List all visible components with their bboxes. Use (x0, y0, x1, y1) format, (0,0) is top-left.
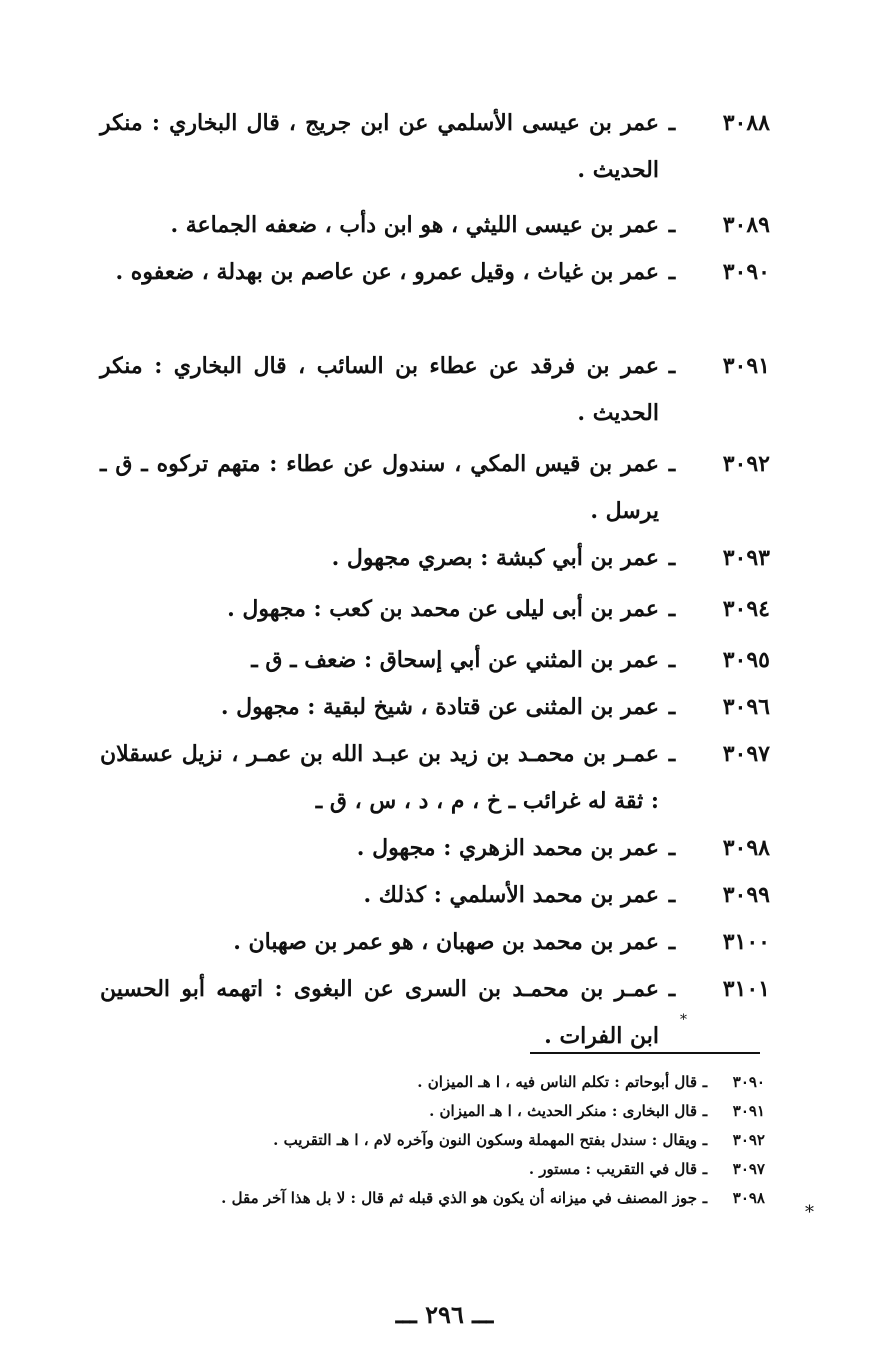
entry-3101 (100, 966, 770, 1060)
footnote-number: ٣٠٩٠ (732, 1073, 765, 1091)
footnote-3092 (140, 1126, 765, 1155)
footnote-dash: ـ (702, 1160, 708, 1178)
footnote-dash: ـ (702, 1189, 708, 1207)
entry-3089 (100, 202, 770, 249)
footnote-number: ٣٠٩١ (732, 1102, 765, 1120)
entry-3088 (100, 100, 770, 194)
footnote-dash: ـ (702, 1102, 708, 1120)
entry-3100 (100, 919, 770, 966)
footnote-3090 (140, 1068, 765, 1097)
entry-text: عمـر بن محمـد بن زيد بن عبـد الله بن عمـر ، نزيل عسقلان : ثقة له غرائب ـ خ ، م ، د ، س ، ق ـ (100, 741, 659, 814)
entry-dash: ـ (668, 596, 676, 622)
entry-number: ٣٠٩٠ (722, 259, 770, 285)
entry-dash: ـ (668, 694, 676, 720)
footnote-text: قال البخارى : منكر الحديث ، ا هـ الميزان . (429, 1102, 697, 1120)
entry-number: ٣٠٨٩ (722, 212, 770, 238)
entry-3096 (100, 684, 770, 731)
entry-number: ٣١٠١ (722, 976, 770, 1002)
entries-list (100, 100, 770, 1060)
entry-text: عمر بن محمد الزهري : مجهول . (356, 835, 659, 861)
entry-number: ٣٠٩٢ (722, 451, 770, 477)
entry-number: ٣٠٩٧ (722, 741, 770, 767)
footnote-text: جوز المصنف في ميزانه أن يكون هو الذي قبله ثم قال : لا بل هذا آخر مقل . (221, 1189, 697, 1207)
entry-text: عمر بن محمد بن صهبان ، هو عمر بن صهبان . (233, 929, 659, 955)
entry-dash: ـ (668, 110, 676, 136)
asterisk-mark: * (680, 1012, 687, 1028)
page-number: ـــ ٢٩٦ ـــ (395, 1300, 494, 1329)
entry-3093 (100, 535, 770, 582)
footnote-3097 (140, 1155, 765, 1184)
footnotes (140, 1068, 765, 1213)
footnote-text: قال أبوحاتم : تكلم الناس فيه ، ا هـ الميزان . (417, 1073, 697, 1091)
footnote-number: ٣٠٩٢ (732, 1131, 765, 1149)
entry-3094 (100, 586, 770, 633)
footnote-dash: ـ (702, 1073, 708, 1091)
footnote-dash: ـ (702, 1131, 708, 1149)
entry-text: عمر بن غياث ، وقيل عمرو ، عن عاصم بن بهدلة ، ضعفوه . (115, 259, 659, 285)
entry-dash: ـ (668, 259, 676, 285)
entry-3090 (100, 249, 770, 343)
entry-dash: ـ (668, 929, 676, 955)
entry-number: ٣٠٩٥ (722, 647, 770, 673)
entry-dash: ـ (668, 835, 676, 861)
entry-3095 (100, 637, 770, 684)
entry-text: عمر بن قيس المكي ، سندول عن عطاء : متهم تركوه ـ ق ـ يرسل . (100, 451, 659, 524)
entry-text: عمـر بن محمـد بن السرى عن البغوى : اتهمه أبو الحسين ابن الفرات . (100, 976, 659, 1049)
entry-dash: ـ (668, 545, 676, 571)
asterisk-mark-footnote: * (805, 1202, 814, 1223)
entry-dash: ـ (668, 353, 676, 379)
entry-number: ٣٠٩٨ (722, 835, 770, 861)
footnote-3091 (140, 1097, 765, 1126)
entry-3099 (100, 872, 770, 919)
entry-number: ٣٠٩٣ (722, 545, 770, 571)
entry-3097 (100, 731, 770, 825)
entry-3091 (100, 343, 770, 437)
footnote-number: ٣٠٩٨ (732, 1189, 765, 1207)
footnote-3098 (140, 1184, 765, 1213)
entry-text: عمر بن المثنى عن قتادة ، شيخ لبقية : مجهول . (220, 694, 659, 720)
footnote-text: ويقال : سندل بفتح المهملة وسكون النون وآخره لام ، ا هـ التقريب . (273, 1131, 697, 1149)
entry-dash: ـ (668, 882, 676, 908)
entry-3098 (100, 825, 770, 872)
entry-number: ٣٠٩٩ (722, 882, 770, 908)
entry-dash: ـ (668, 976, 676, 1002)
entry-dash: ـ (668, 451, 676, 477)
entry-text: عمر بن أبي كبشة : بصري مجهول . (331, 545, 659, 571)
entry-text: عمر بن محمد الأسلمي : كذلك . (363, 882, 659, 908)
entry-number: ٣٠٩١ (722, 353, 770, 379)
entry-number: ٣٠٩٦ (722, 694, 770, 720)
entry-dash: ـ (668, 741, 676, 767)
entry-3092 (100, 441, 770, 535)
entry-dash: ـ (668, 212, 676, 238)
entry-text: عمر بن عيسى الليثي ، هو ابن دأب ، ضعفه الجماعة . (170, 212, 659, 238)
entry-number: ٣٠٩٤ (722, 596, 770, 622)
entry-text: عمر بن أبى ليلى عن محمد بن كعب : مجهول . (227, 596, 659, 622)
entry-number: ٣١٠٠ (722, 929, 770, 955)
footnote-number: ٣٠٩٧ (732, 1160, 765, 1178)
entry-text: عمر بن عيسى الأسلمي عن ابن جريج ، قال البخاري : منكر الحديث . (100, 110, 659, 183)
entry-dash: ـ (668, 647, 676, 673)
entry-text: عمر بن فرقد عن عطاء بن السائب ، قال البخاري : منكر الحديث . (100, 353, 659, 426)
footnote-text: قال في التقريب : مستور . (528, 1160, 697, 1178)
entry-text: عمر بن المثني عن أبي إسحاق : ضعف ـ ق ـ (251, 647, 659, 673)
footnote-rule (530, 1052, 760, 1054)
entry-number: ٣٠٨٨ (722, 110, 770, 136)
